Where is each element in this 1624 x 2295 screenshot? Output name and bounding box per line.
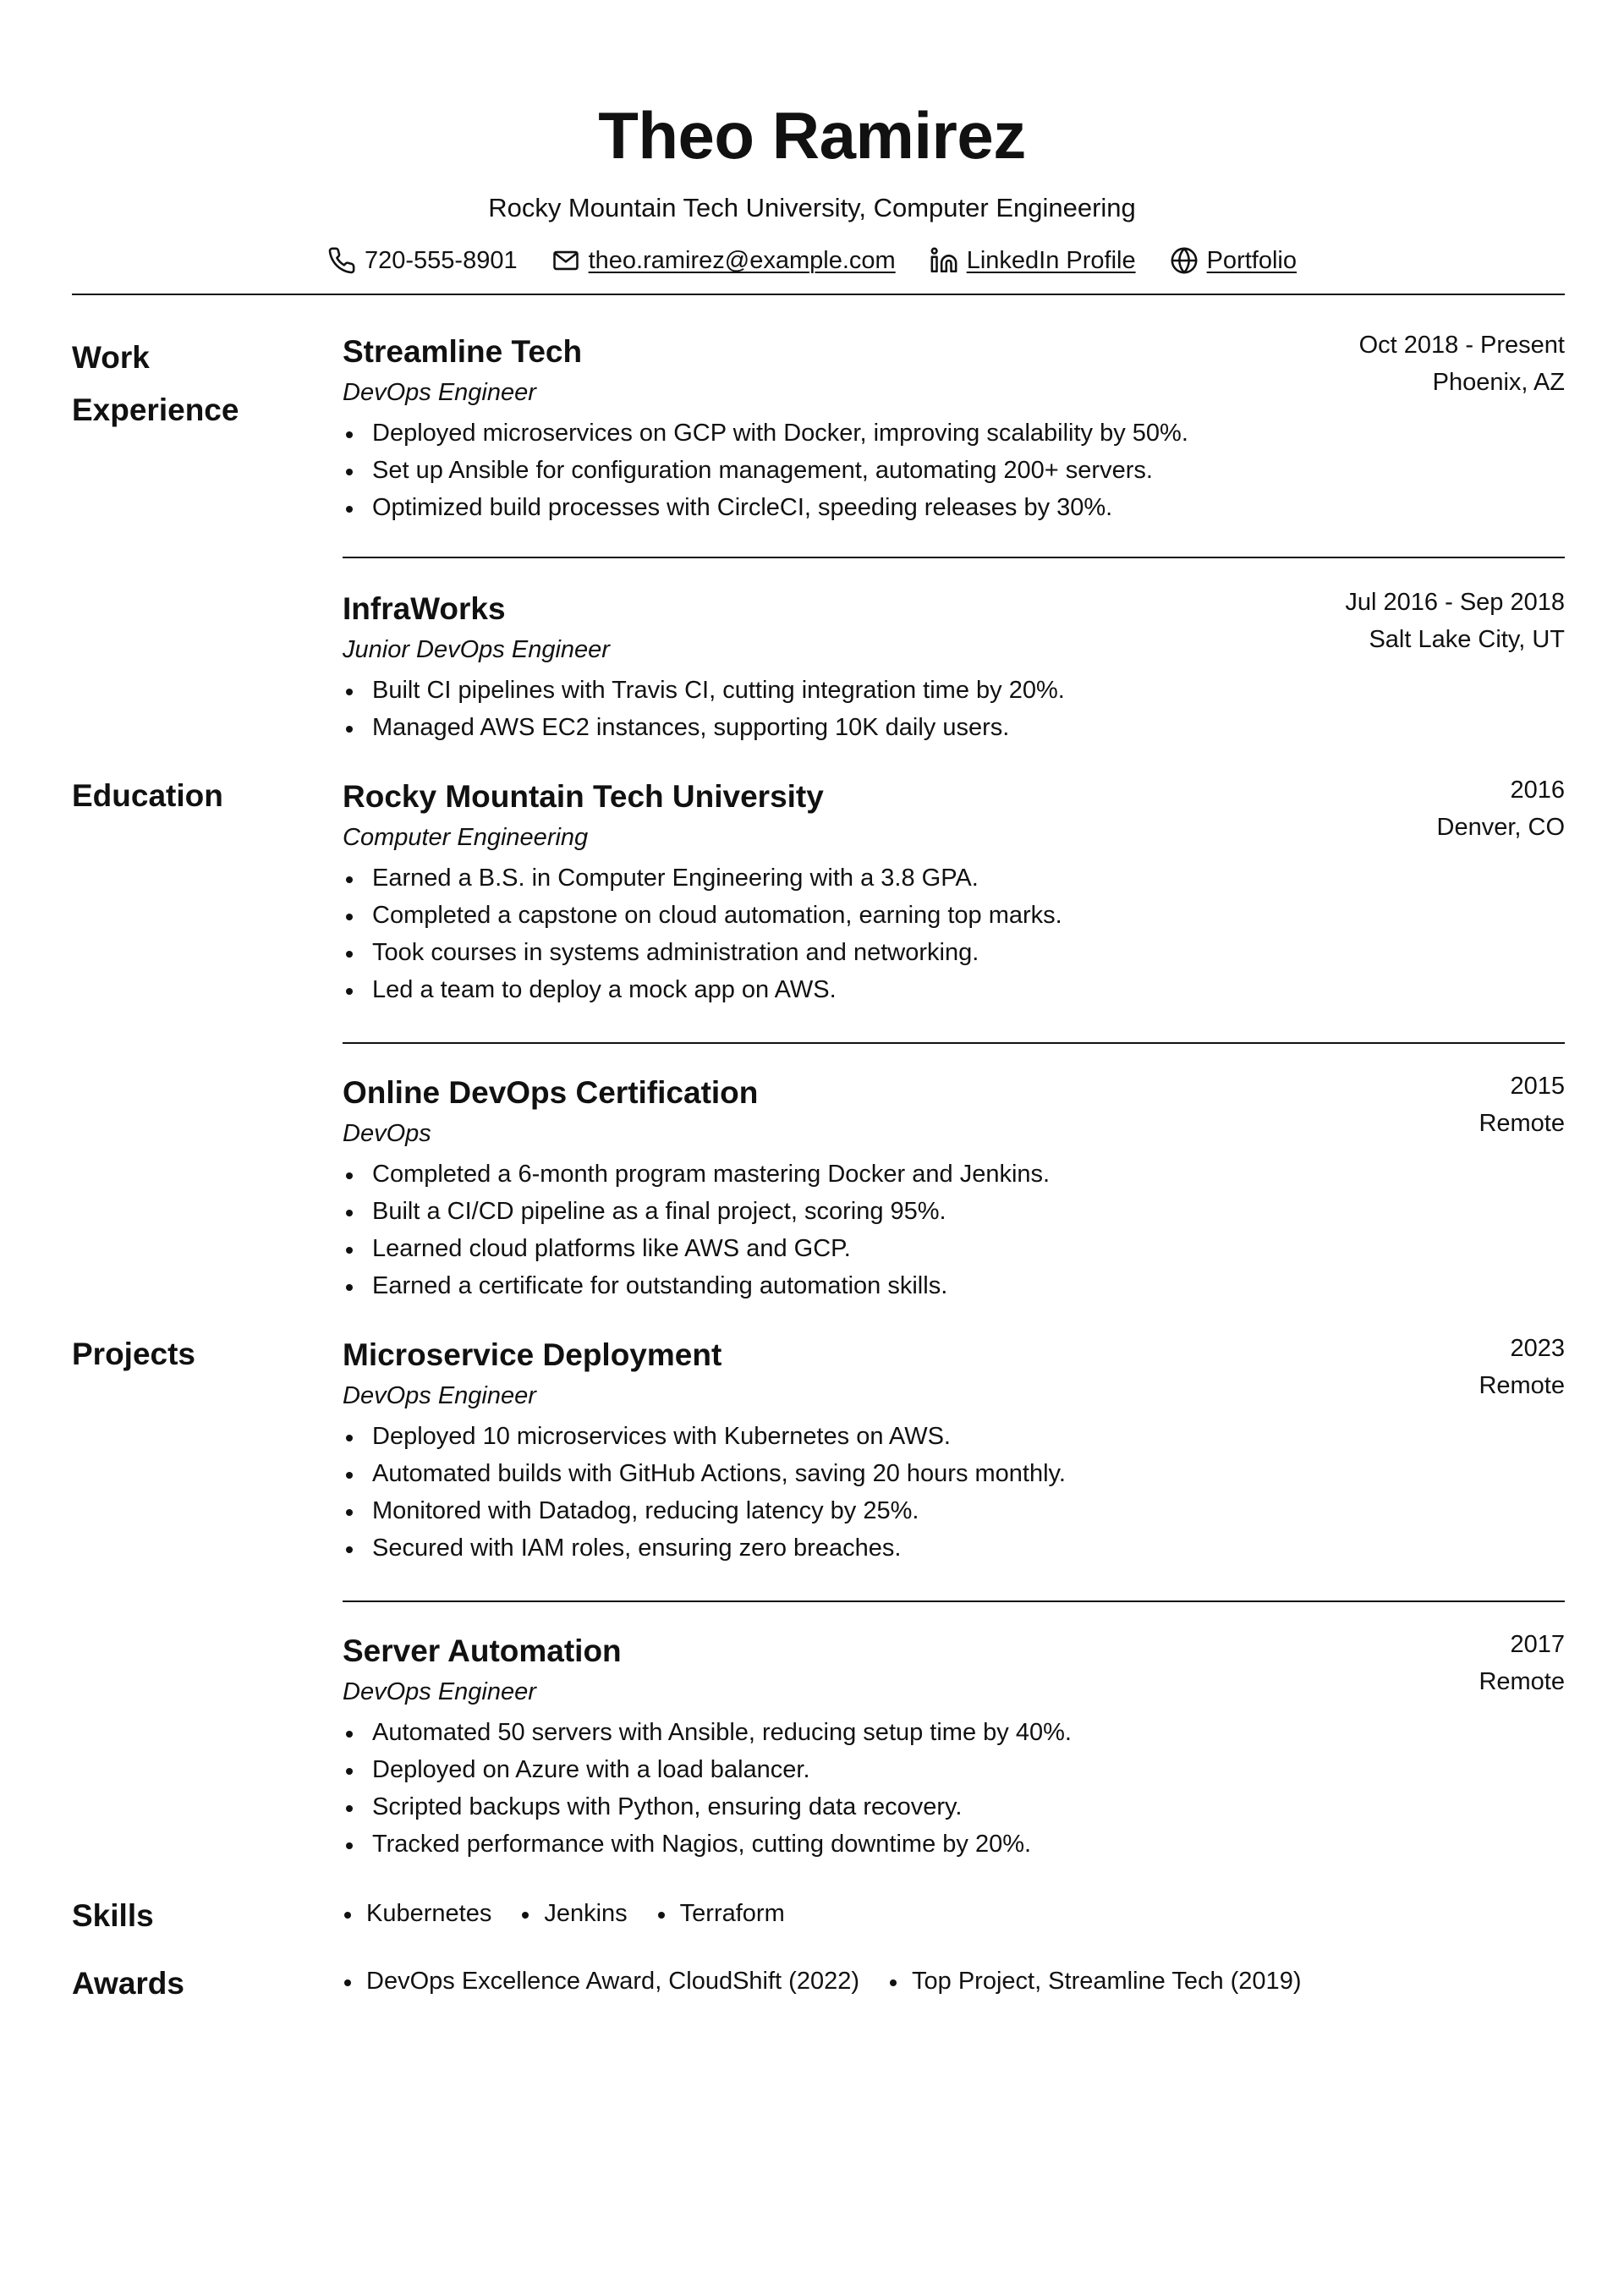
list-item: Led a team to deploy a mock app on AWS. (343, 971, 1565, 1008)
list-item: Took courses in systems administration and networking. (343, 934, 1565, 971)
project-entry (343, 1335, 1565, 1567)
project-name: Microservice Deployment (343, 1337, 722, 1372)
list-item: Tracked performance with Nagios, cutting downtime by 20%. (343, 1826, 1565, 1863)
email-link[interactable]: theo.ramirez@example.com (588, 247, 896, 274)
list-item: Deployed 10 microservices with Kubernetes on AWS. (343, 1418, 1565, 1455)
list-item: Earned a certificate for outstanding automation skills. (343, 1267, 1565, 1304)
education-entry (343, 777, 1565, 1008)
mail-icon (551, 246, 580, 275)
contact-portfolio[interactable] (1170, 244, 1297, 277)
list-item: Automated 50 servers with Ansible, reducing setup time by 40%. (343, 1714, 1565, 1751)
bullet-list (343, 672, 1565, 746)
skill-item: Terraform (656, 1895, 785, 1932)
awards-list (343, 1963, 1301, 2000)
entry-meta (1479, 1330, 1565, 1404)
project-entry (343, 1631, 1565, 1863)
bullet-list (343, 1714, 1565, 1863)
entry-dates: 2017 (1510, 1631, 1565, 1658)
work-entry (343, 589, 1565, 746)
list-item: Deployed on Azure with a load balancer. (343, 1751, 1565, 1788)
section-title-line: Experience (72, 393, 239, 427)
company-name: InfraWorks (343, 591, 506, 626)
section-title-awards: Awards (72, 1966, 184, 2001)
entry-location: Remote (1479, 1110, 1565, 1137)
phone-icon (327, 246, 356, 275)
entry-dates: Jul 2016 - Sep 2018 (1345, 589, 1565, 616)
company-name: Streamline Tech (343, 334, 583, 369)
school-name: Online DevOps Certification (343, 1075, 759, 1110)
award-item: DevOps Excellence Award, CloudShift (2022) (343, 1963, 859, 2000)
project-role: DevOps Engineer (343, 1382, 536, 1409)
linkedin-link[interactable]: LinkedIn Profile (966, 247, 1136, 274)
list-item: Scripted backups with Python, ensuring data recovery. (343, 1788, 1565, 1826)
entry-dates: 2015 (1510, 1073, 1565, 1100)
entry-dates: Oct 2018 - Present (1358, 332, 1565, 359)
list-item: Set up Ansible for configuration management, automating 200+ servers. (343, 452, 1565, 489)
entry-meta (1359, 327, 1565, 401)
field-of-study: Computer Engineering (343, 824, 589, 851)
list-item: Completed a capstone on cloud automation, earning top marks. (343, 897, 1565, 934)
work-entry (343, 332, 1565, 526)
section-title-work (72, 332, 309, 436)
section-title-education: Education (72, 778, 223, 813)
entry-divider (343, 1600, 1565, 1602)
portfolio-link[interactable]: Portfolio (1206, 247, 1297, 274)
globe-icon (1170, 246, 1199, 275)
list-item: Secured with IAM roles, ensuring zero breaches. (343, 1529, 1565, 1567)
entry-location: Remote (1479, 1372, 1565, 1399)
list-item: Completed a 6-month program mastering Docker and Jenkins. (343, 1156, 1565, 1193)
linkedin-icon (930, 246, 958, 275)
list-item: Learned cloud platforms like AWS and GCP. (343, 1230, 1565, 1267)
education-entry (343, 1073, 1565, 1304)
award-item: Top Project, Streamline Tech (2019) (888, 1963, 1301, 2000)
list-item: Optimized build processes with CircleCI, speeding releases by 30%. (343, 489, 1565, 526)
candidate-subtitle: Rocky Mountain Tech University, Computer Engineering (488, 193, 1136, 222)
bullet-list (343, 415, 1565, 526)
entry-divider (343, 557, 1565, 558)
skills-list (343, 1895, 785, 1932)
list-item: Earned a B.S. in Computer Engineering with a 3.8 GPA. (343, 859, 1565, 897)
job-role: DevOps Engineer (343, 379, 536, 406)
entry-location: Remote (1479, 1668, 1565, 1695)
list-item: Managed AWS EC2 instances, supporting 10K daily users. (343, 709, 1565, 746)
section-title-line: Work (72, 340, 150, 375)
entry-meta (1345, 584, 1565, 658)
contact-bar (0, 244, 1624, 277)
candidate-name: Theo Ramirez (598, 98, 1026, 173)
entry-location: Salt Lake City, UT (1369, 626, 1565, 653)
entry-meta (1437, 771, 1566, 846)
school-name: Rocky Mountain Tech University (343, 779, 824, 814)
project-role: DevOps Engineer (343, 1678, 536, 1705)
skill-item: Jenkins (520, 1895, 627, 1932)
skill-item: Kubernetes (343, 1895, 491, 1932)
project-name: Server Automation (343, 1633, 622, 1668)
list-item: Deployed microservices on GCP with Docker, improving scalability by 50%. (343, 415, 1565, 452)
contact-email[interactable] (551, 244, 896, 277)
entry-meta (1479, 1068, 1565, 1142)
entry-dates: 2016 (1510, 777, 1565, 804)
section-title-projects: Projects (72, 1337, 196, 1371)
header-divider (72, 294, 1565, 295)
entry-divider (343, 1042, 1565, 1044)
entry-dates: 2023 (1510, 1335, 1565, 1362)
resume-header (0, 95, 1624, 277)
list-item: Automated builds with GitHub Actions, saving 20 hours monthly. (343, 1455, 1565, 1492)
list-item: Monitored with Datadog, reducing latency by 25%. (343, 1492, 1565, 1529)
bullet-list (343, 1156, 1565, 1304)
list-item: Built CI pipelines with Travis CI, cutting integration time by 20%. (343, 672, 1565, 709)
list-item: Built a CI/CD pipeline as a final project, scoring 95%. (343, 1193, 1565, 1230)
contact-linkedin[interactable] (930, 244, 1136, 277)
entry-location: Denver, CO (1436, 814, 1565, 841)
bullet-list (343, 859, 1565, 1008)
job-role: Junior DevOps Engineer (343, 636, 610, 663)
field-of-study: DevOps (343, 1120, 431, 1147)
bullet-list (343, 1418, 1565, 1567)
section-title-skills: Skills (72, 1898, 154, 1933)
phone-number: 720-555-8901 (365, 247, 518, 274)
contact-phone[interactable] (327, 244, 518, 277)
entry-location: Phoenix, AZ (1432, 369, 1565, 396)
entry-meta (1479, 1626, 1565, 1700)
